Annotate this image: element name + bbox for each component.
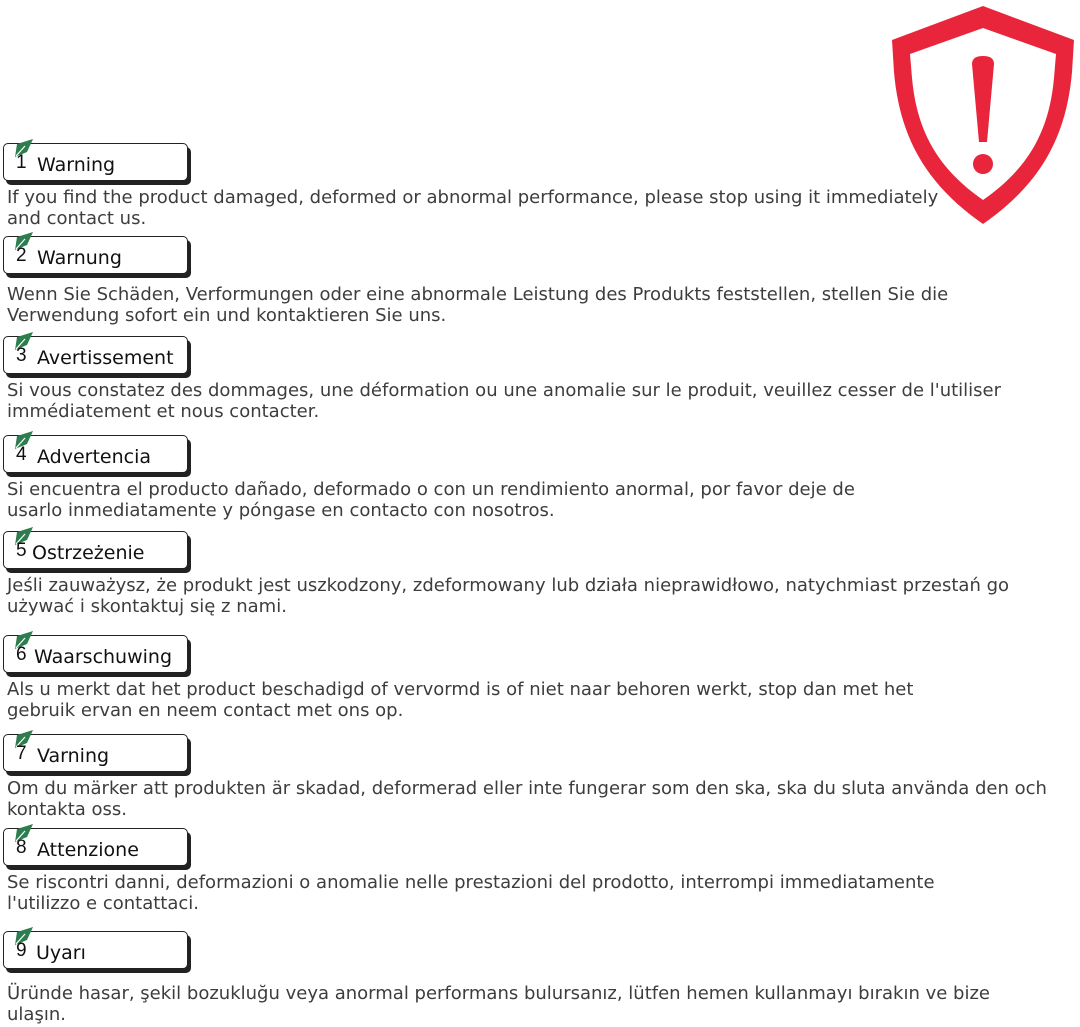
section-text: Si encuentra el producto dañado, deformado o con un rendimiento anormal, por favor deje de usarlo inmediatamente y póngase en contacto con nosotros. [7, 479, 855, 521]
section-text: If you find the product damaged, deformed or abnormal performance, please stop using it immediately and contact us. [7, 187, 939, 229]
section-text: Wenn Sie Schäden, Verformungen oder eine abnormale Leistung des Produkts feststellen, stellen Sie die Verwendung sofort ein und kontaktieren Sie uns. [7, 284, 949, 326]
section-title: Uyarı [36, 942, 86, 964]
section-label [3, 531, 188, 569]
section-title: Varning [37, 745, 110, 767]
section-text: Se riscontri danni, deformazioni o anomalie nelle prestazioni del prodotto, interrompi immediatamente l'utilizzo e contattaci. [7, 872, 935, 914]
section-title: Warnung [37, 247, 122, 269]
section-label [3, 336, 188, 374]
section-text: Üründe hasar, şekil bozukluğu veya anormal performans bulursanız, lütfen hemen kullanmayı bırakın ve bize ulaşın. [7, 983, 990, 1025]
section-label [3, 143, 188, 181]
section-number: 2 [16, 245, 27, 266]
section-label [3, 236, 188, 274]
section-title: Waarschuwing [34, 646, 173, 668]
section-label [3, 435, 188, 473]
section-number: 5 [16, 540, 27, 561]
section-text: Om du märker att produkten är skadad, deformerad eller inte fungerar som den ska, ska du sluta använda den och kontakta oss. [7, 778, 1047, 820]
section-number: 1 [16, 152, 27, 173]
section-title: Attenzione [37, 839, 139, 861]
section-number: 7 [16, 743, 27, 764]
section-number: 8 [16, 837, 27, 858]
section-label [3, 734, 188, 772]
section-number: 3 [16, 345, 27, 366]
section-number: 4 [16, 444, 27, 465]
section-title: Advertencia [37, 446, 152, 468]
section-label [3, 828, 188, 866]
section-label [3, 931, 188, 969]
section-label [3, 635, 188, 673]
section-title: Ostrzeżenie [32, 542, 145, 564]
section-title: Avertissement [37, 347, 174, 369]
section-text: Si vous constatez des dommages, une déformation ou une anomalie sur le produit, veuillez cesser de l'utiliser immédiatement et nous contacter. [7, 380, 1002, 422]
section-text: Jeśli zauważysz, że produkt jest uszkodzony, zdeformowany lub działa nieprawidłowo, natychmiast przestań go używać i skontaktuj się z nami. [7, 575, 1010, 617]
section-number: 9 [16, 940, 27, 961]
section-number: 6 [16, 644, 27, 665]
section-title: Warning [37, 154, 116, 176]
section-text: Als u merkt dat het product beschadigd of vervormd is of niet naar behoren werkt, stop dan met het gebruik ervan en neem contact met ons op. [7, 679, 914, 721]
